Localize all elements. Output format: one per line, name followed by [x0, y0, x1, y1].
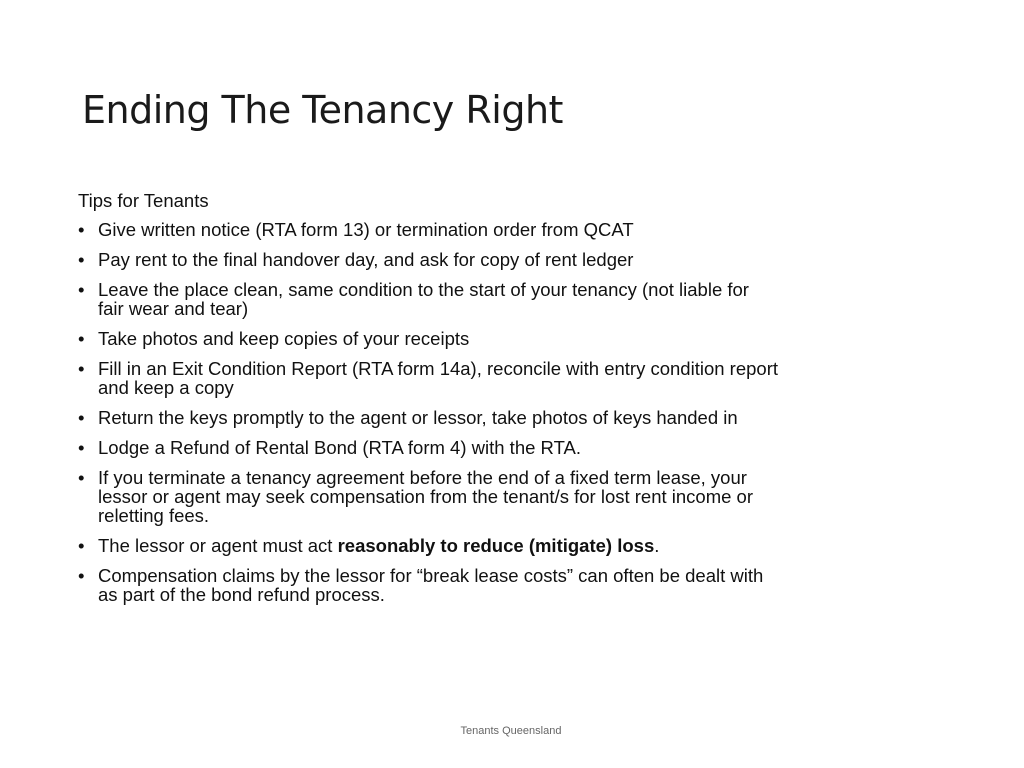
bullet-item [78, 536, 778, 555]
bullet-dot: • [78, 437, 85, 458]
bullet-dot: • [78, 279, 85, 300]
footer-text: Tenants Queensland [460, 725, 562, 737]
bullet-dot: • [78, 328, 85, 349]
bullet-text: Take photos and keep copies of your receipts [98, 328, 470, 349]
subheading: Tips for Tenants [78, 190, 209, 211]
bullet-item [78, 566, 778, 604]
bullet-item [78, 359, 778, 397]
bullet-item [78, 280, 778, 318]
bullet-text-prefix: The lessor or agent must act [98, 535, 338, 556]
bullet-text: If you terminate a tenancy agreement before the end of a fixed term lease, your lessor or agent may seek compensation from the tenant/s for lost rent income or reletting fees. [98, 467, 754, 526]
bullet-text: Pay rent to the final handover day, and ask for copy of rent ledger [98, 249, 634, 270]
bullet-dot: • [78, 407, 85, 428]
bullet-dot: • [78, 467, 85, 488]
bullet-item [78, 438, 778, 457]
bullet-item [78, 468, 778, 525]
bullet-text: Return the keys promptly to the agent or lessor, take photos of keys handed in [98, 407, 738, 428]
bullet-item [78, 329, 778, 348]
bullet-text-suffix: . [654, 535, 660, 556]
bullet-text: Give written notice (RTA form 13) or termination order from QCAT [98, 219, 634, 240]
slide-body [78, 191, 778, 615]
bullet-text-emphasis: reasonably to reduce (mitigate) loss [337, 535, 655, 556]
bullet-text: Fill in an Exit Condition Report (RTA form 14a), reconcile with entry condition report and keep a copy [98, 358, 779, 398]
bullet-dot: • [78, 565, 85, 586]
footer [0, 725, 1024, 737]
bullet-text: Compensation claims by the lessor for “break lease costs” can often be dealt with as part of the bond refund process. [98, 565, 764, 605]
bullet-item [78, 250, 778, 269]
bullet-dot: • [78, 358, 85, 379]
slide-title: Ending The Tenancy Right [82, 88, 563, 132]
bullet-item [78, 220, 778, 239]
bullet-text: Leave the place clean, same condition to the start of your tenancy (not liable for fair wear and tear) [98, 279, 749, 319]
bullet-dot: • [78, 535, 85, 556]
bullet-dot: • [78, 249, 85, 270]
bullet-item [78, 408, 778, 427]
bullet-text: Lodge a Refund of Rental Bond (RTA form 4) with the RTA. [98, 437, 581, 458]
bullet-dot: • [78, 219, 85, 240]
bullet-list [78, 220, 778, 604]
